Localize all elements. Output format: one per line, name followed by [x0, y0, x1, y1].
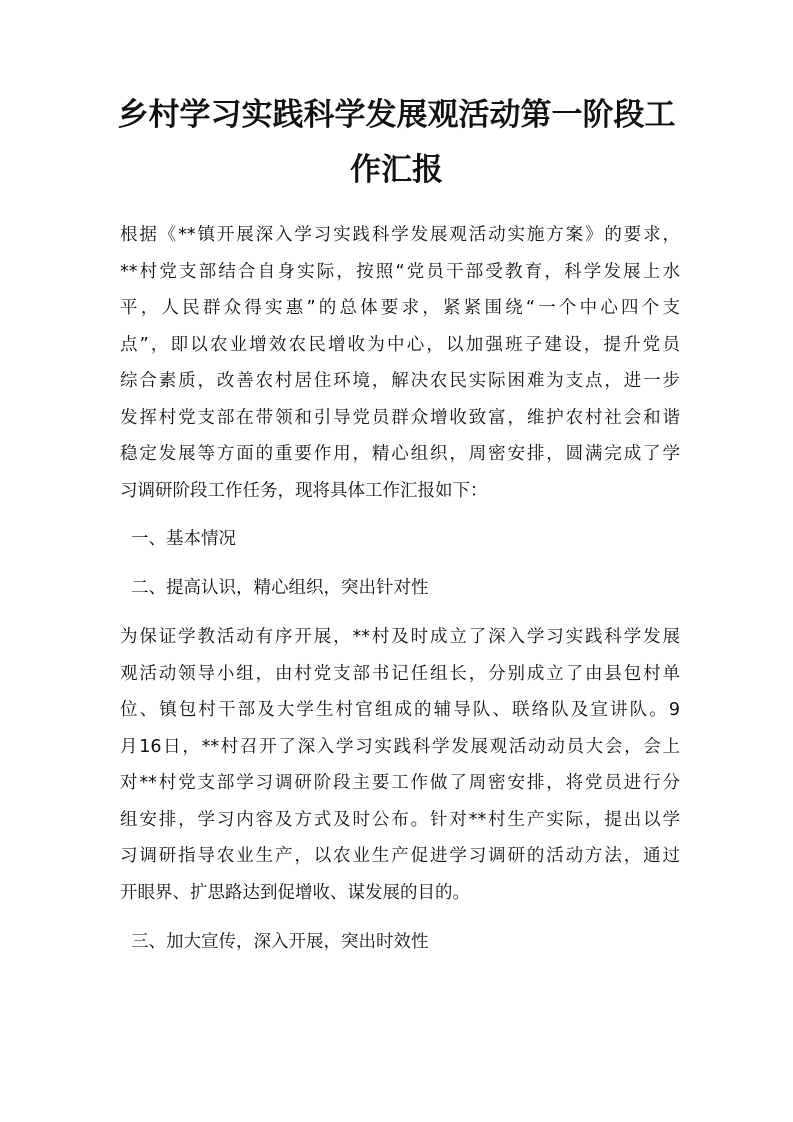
document-title-line-1: 乡村学习实践科学发展观活动第一阶段工 — [117, 97, 676, 133]
paragraph-1-line: 习调研阶段工作任务，现将具体工作汇报如下： — [120, 481, 488, 501]
paragraph-2-line: 习调研指导农业生产，以农业生产促进学习调研的活动方法，通过 — [120, 846, 680, 866]
paragraph-2-line: 开眼界、扩思路达到促增收、谋发展的目的。 — [120, 883, 470, 903]
paragraph-2-line: 组安排，学习内容及方式及时公布。针对**村生产实际，提出以学 — [120, 810, 680, 830]
paragraph-1-line: **村党支部结合自身实际，按照“党员干部受教育，科学发展上水 — [120, 262, 680, 282]
document-title-line-2: 作汇报 — [350, 152, 443, 188]
paragraph-1-line: 稳定发展等方面的重要作用，精心组织，周密安排，圆满完成了学 — [120, 444, 680, 464]
section-heading-3: 三、加大宣传，深入开展，突出时效性 — [131, 932, 429, 952]
paragraph-1-line: 发挥村党支部在带领和引导党员群众增收致富，维护农村社会和谐 — [120, 408, 680, 428]
paragraph-1-line: 点”，即以农业增效农民增收为中心，以加强班子建设，提升党员 — [120, 335, 680, 355]
paragraph-2-line: 位、镇包村干部及大学生村官组成的辅导队、联络队及宣讲队。9 — [120, 700, 680, 720]
paragraph-1-line: 根据《**镇开展深入学习实践科学发展观活动实施方案》的要求， — [120, 225, 680, 245]
paragraph-1-line: 综合素质，改善农村居住环境，解决农民实际困难为支点，进一步 — [120, 371, 680, 391]
paragraph-2-line: 观活动领导小组，由村党支部书记任组长，分别成立了由县包村单 — [120, 664, 680, 684]
paragraph-2-line: 月16日，**村召开了深入学习实践科学发展观活动动员大会，会上 — [120, 737, 680, 757]
section-heading-2: 二、提高认识，精心组织，突出针对性 — [131, 578, 429, 598]
section-heading-1: 一、基本情况 — [131, 529, 236, 549]
paragraph-2-line: 对**村党支部学习调研阶段主要工作做了周密安排，将党员进行分 — [120, 773, 680, 793]
paragraph-2-line: 为保证学教活动有序开展，**村及时成立了深入学习实践科学发展 — [120, 627, 680, 647]
paragraph-1-line: 平，人民群众得实惠”的总体要求，紧紧围绕“一个中心四个支 — [120, 298, 680, 318]
